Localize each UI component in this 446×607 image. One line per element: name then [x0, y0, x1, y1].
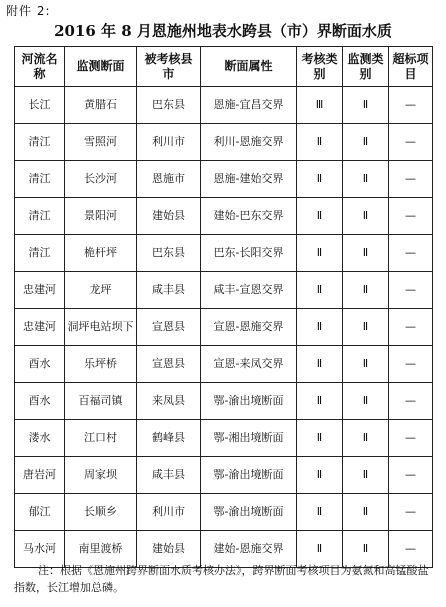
cell-monitored-class: Ⅱ [343, 235, 389, 272]
table-row [15, 383, 433, 420]
cell-monitored-class: Ⅱ [343, 383, 389, 420]
cell-monitoring-section: 南里渡桥 [65, 531, 137, 568]
cell-assessed-county: 巴东县 [137, 235, 201, 272]
cell-assessed-county: 咸丰县 [137, 457, 201, 494]
cell-monitored-class: Ⅱ [343, 457, 389, 494]
header-assessment-class: 考核类别 [297, 47, 343, 87]
cell-section-attribute: 宣恩-来凤交界 [201, 346, 297, 383]
cell-assessed-county: 来凤县 [137, 383, 201, 420]
cell-section-attribute: 建始-巴东交界 [201, 198, 297, 235]
cell-monitored-class: Ⅱ [343, 346, 389, 383]
cell-exceeding-items: — [389, 420, 433, 457]
cell-river-name: 郁江 [15, 494, 65, 531]
water-quality-table [14, 46, 433, 568]
cell-monitoring-section: 龙坪 [65, 272, 137, 309]
cell-section-attribute: 利川-恩施交界 [201, 124, 297, 161]
cell-river-name: 唐岩河 [15, 457, 65, 494]
table-row [15, 198, 433, 235]
header-monitoring-section: 监测断面 [65, 47, 137, 87]
header-assessed-county: 被考核县市 [137, 47, 201, 87]
cell-monitored-class: Ⅱ [343, 494, 389, 531]
cell-river-name: 马水河 [15, 531, 65, 568]
table-row [15, 309, 433, 346]
cell-monitoring-section: 桅杆坪 [65, 235, 137, 272]
cell-assessment-class: Ⅱ [297, 457, 343, 494]
cell-monitoring-section: 长沙河 [65, 161, 137, 198]
cell-monitoring-section: 黄腊石 [65, 87, 137, 124]
cell-assessment-class: Ⅱ [297, 161, 343, 198]
cell-monitoring-section: 乐坪桥 [65, 346, 137, 383]
cell-assessment-class: Ⅱ [297, 309, 343, 346]
table-row [15, 272, 433, 309]
cell-monitored-class: Ⅱ [343, 420, 389, 457]
cell-monitoring-section: 雪照河 [65, 124, 137, 161]
table-row [15, 161, 433, 198]
cell-monitoring-section: 周家坝 [65, 457, 137, 494]
cell-assessment-class: Ⅲ [297, 87, 343, 124]
cell-section-attribute: 恩施-宜昌交界 [201, 87, 297, 124]
cell-exceeding-items: — [389, 531, 433, 568]
cell-river-name: 酉水 [15, 383, 65, 420]
cell-assessed-county: 建始县 [137, 198, 201, 235]
cell-monitoring-section: 百福司镇 [65, 383, 137, 420]
cell-exceeding-items: — [389, 309, 433, 346]
cell-monitored-class: Ⅱ [343, 161, 389, 198]
cell-assessment-class: Ⅱ [297, 124, 343, 161]
attachment-label: 附件 2: [6, 4, 51, 18]
table-row [15, 235, 433, 272]
cell-exceeding-items: — [389, 235, 433, 272]
cell-assessment-class: Ⅱ [297, 346, 343, 383]
table-row [15, 420, 433, 457]
cell-assessment-class: Ⅱ [297, 383, 343, 420]
cell-assessed-county: 恩施市 [137, 161, 201, 198]
cell-river-name: 忠建河 [15, 309, 65, 346]
cell-assessment-class: Ⅱ [297, 272, 343, 309]
cell-monitored-class: Ⅱ [343, 87, 389, 124]
cell-assessed-county: 巴东县 [137, 87, 201, 124]
cell-monitoring-section: 洞坪电站坝下 [65, 309, 137, 346]
document-title: 2016 年 8 月恩施州地表水跨县（市）界断面水质 [54, 22, 392, 40]
cell-section-attribute: 巴东-长阳交界 [201, 235, 297, 272]
cell-assessed-county: 鹤峰县 [137, 420, 201, 457]
cell-section-attribute: 鄂-渝出境断面 [201, 457, 297, 494]
cell-exceeding-items: — [389, 494, 433, 531]
cell-section-attribute: 鄂-渝出境断面 [201, 383, 297, 420]
cell-section-attribute: 宣恩-恩施交界 [201, 309, 297, 346]
cell-assessed-county: 宣恩县 [137, 346, 201, 383]
cell-river-name: 忠建河 [15, 272, 65, 309]
cell-exceeding-items: — [389, 272, 433, 309]
cell-section-attribute: 鄂-湘出境断面 [201, 420, 297, 457]
cell-river-name: 清江 [15, 235, 65, 272]
cell-river-name: 酉水 [15, 346, 65, 383]
cell-exceeding-items: — [389, 124, 433, 161]
cell-assessment-class: Ⅱ [297, 235, 343, 272]
header-monitored-class: 监测类别 [343, 47, 389, 87]
table-row [15, 124, 433, 161]
cell-assessment-class: Ⅱ [297, 198, 343, 235]
cell-assessed-county: 利川市 [137, 124, 201, 161]
cell-river-name: 清江 [15, 198, 65, 235]
cell-exceeding-items: — [389, 383, 433, 420]
cell-assessed-county: 建始县 [137, 531, 201, 568]
cell-section-attribute: 鄂-渝出境断面 [201, 494, 297, 531]
table-row [15, 346, 433, 383]
cell-monitored-class: Ⅱ [343, 198, 389, 235]
cell-exceeding-items: — [389, 457, 433, 494]
cell-assessed-county: 利川市 [137, 494, 201, 531]
cell-assessment-class: Ⅱ [297, 494, 343, 531]
cell-assessment-class: Ⅱ [297, 531, 343, 568]
cell-section-attribute: 咸丰-宣恩交界 [201, 272, 297, 309]
table-row [15, 494, 433, 531]
cell-assessed-county: 咸丰县 [137, 272, 201, 309]
header-river-name: 河流名称 [15, 47, 65, 87]
footnote: 注：根据《恩施州跨界断面水质考核办法》，跨界断面考核项目为氨氮和高锰酸盐指数，长江增加总磷。 [14, 564, 429, 594]
cell-monitored-class: Ⅱ [343, 124, 389, 161]
cell-assessment-class: Ⅱ [297, 420, 343, 457]
cell-monitored-class: Ⅱ [343, 531, 389, 568]
cell-section-attribute: 恩施-建始交界 [201, 161, 297, 198]
cell-monitored-class: Ⅱ [343, 309, 389, 346]
cell-river-name: 清江 [15, 161, 65, 198]
table-row [15, 457, 433, 494]
cell-exceeding-items: — [389, 198, 433, 235]
header-section-attribute: 断面属性 [201, 47, 297, 87]
cell-river-name: 溇水 [15, 420, 65, 457]
table-header-row [15, 47, 433, 87]
header-exceeding-items: 超标项目 [389, 47, 433, 87]
cell-exceeding-items: — [389, 87, 433, 124]
cell-monitored-class: Ⅱ [343, 272, 389, 309]
cell-exceeding-items: — [389, 161, 433, 198]
table-row [15, 87, 433, 124]
cell-river-name: 长江 [15, 87, 65, 124]
cell-exceeding-items: — [389, 346, 433, 383]
cell-assessed-county: 宣恩县 [137, 309, 201, 346]
cell-monitoring-section: 景阳河 [65, 198, 137, 235]
cell-section-attribute: 建始-恩施交界 [201, 531, 297, 568]
cell-monitoring-section: 长顺乡 [65, 494, 137, 531]
cell-monitoring-section: 江口村 [65, 420, 137, 457]
cell-river-name: 清江 [15, 124, 65, 161]
